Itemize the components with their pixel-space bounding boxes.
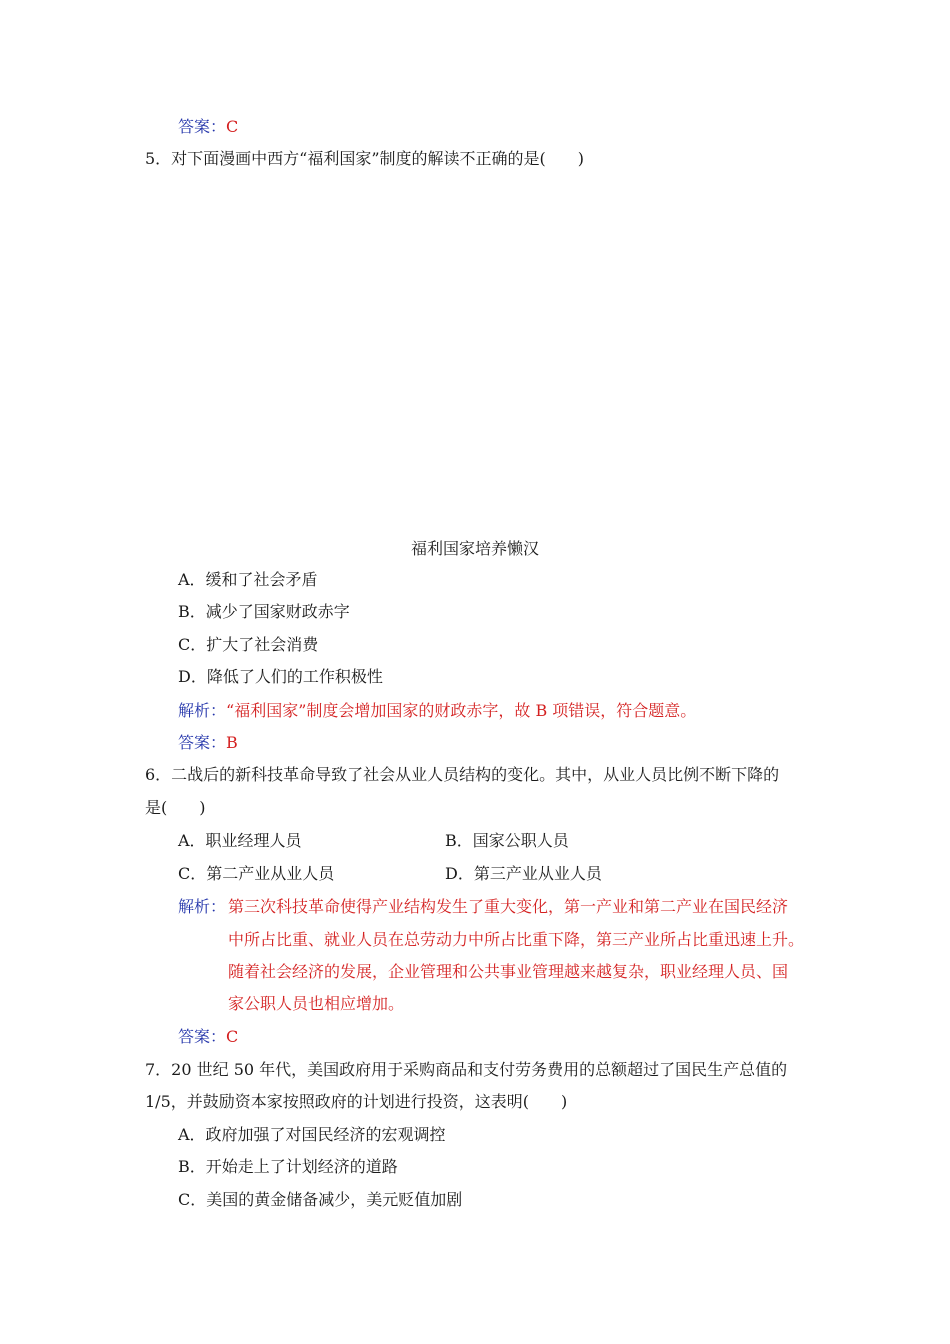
- q6-stem-line1: 6．二战后的新科技革命导致了社会从业人员结构的变化。其中，从业人员比例不断下降的: [145, 765, 780, 784]
- q7-option-b: B．开始走上了计划经济的道路: [178, 1157, 398, 1176]
- q5-option-a: A．缓和了社会矛盾: [178, 570, 318, 589]
- q5-option-c: C．扩大了社会消费: [178, 635, 319, 654]
- q5-analysis: [178, 700, 696, 722]
- q5-answer-label: 答案：: [178, 733, 227, 752]
- q7-option-c: C．美国的黄金储备减少，美元贬值加剧: [178, 1190, 463, 1209]
- q6-stem-line2: 是( ): [145, 798, 206, 817]
- q6-answer-value: C: [226, 1027, 239, 1046]
- q4-answer-value: C: [226, 117, 239, 136]
- q6-analysis-line2: 中所占比重、就业人员在总劳动力中所占比重下降，第三产业所占比重迅速上升。: [228, 930, 805, 949]
- cartoon-figure-area: [145, 180, 805, 525]
- q5-option-d: D．降低了人们的工作积极性: [178, 667, 383, 686]
- q5-answer: [178, 732, 238, 754]
- q5-option-b: B．减少了国家财政赤字: [178, 602, 350, 621]
- q5-analysis-label: 解析：: [178, 701, 227, 720]
- q7-stem-line2: 1/5，并鼓励资本家按照政府的计划进行投资，这表明( ): [145, 1092, 568, 1111]
- q5-caption: 福利国家培养懒汉: [410, 539, 539, 558]
- q5-answer-value: B: [226, 733, 238, 752]
- q6-analysis-label: 解析：: [178, 897, 227, 916]
- q6-option-a: A．职业经理人员: [178, 831, 302, 850]
- q6-answer-label: 答案：: [178, 1027, 227, 1046]
- q6-analysis-line1: 第三次科技革命使得产业结构发生了重大变化，第一产业和第二产业在国民经济: [228, 897, 789, 916]
- q6-option-c: C．第二产业从业人员: [178, 864, 335, 883]
- q5-stem: 5．对下面漫画中西方“福利国家”制度的解读不正确的是( ): [145, 149, 585, 168]
- q6-analysis-line3: 随着社会经济的发展，企业管理和公共事业管理越来越复杂，职业经理人员、国: [228, 962, 789, 981]
- q7-option-a: A．政府加强了对国民经济的宏观调控: [178, 1125, 446, 1144]
- q6-analysis-line4: 家公职人员也相应增加。: [228, 994, 405, 1013]
- q6-option-d: D．第三产业从业人员: [445, 864, 602, 883]
- q6-answer: [178, 1026, 238, 1048]
- q6-option-b: B．国家公职人员: [445, 831, 569, 850]
- q4-answer: [178, 116, 238, 138]
- q5-analysis-text: “福利国家”制度会增加国家的财政赤字，故 B 项错误，符合题意。: [226, 701, 697, 720]
- q4-answer-label: 答案：: [178, 117, 227, 136]
- q7-stem-line1: 7．20 世纪 50 年代，美国政府用于采购商品和支付劳务费用的总额超过了国民生产总值的: [145, 1060, 788, 1079]
